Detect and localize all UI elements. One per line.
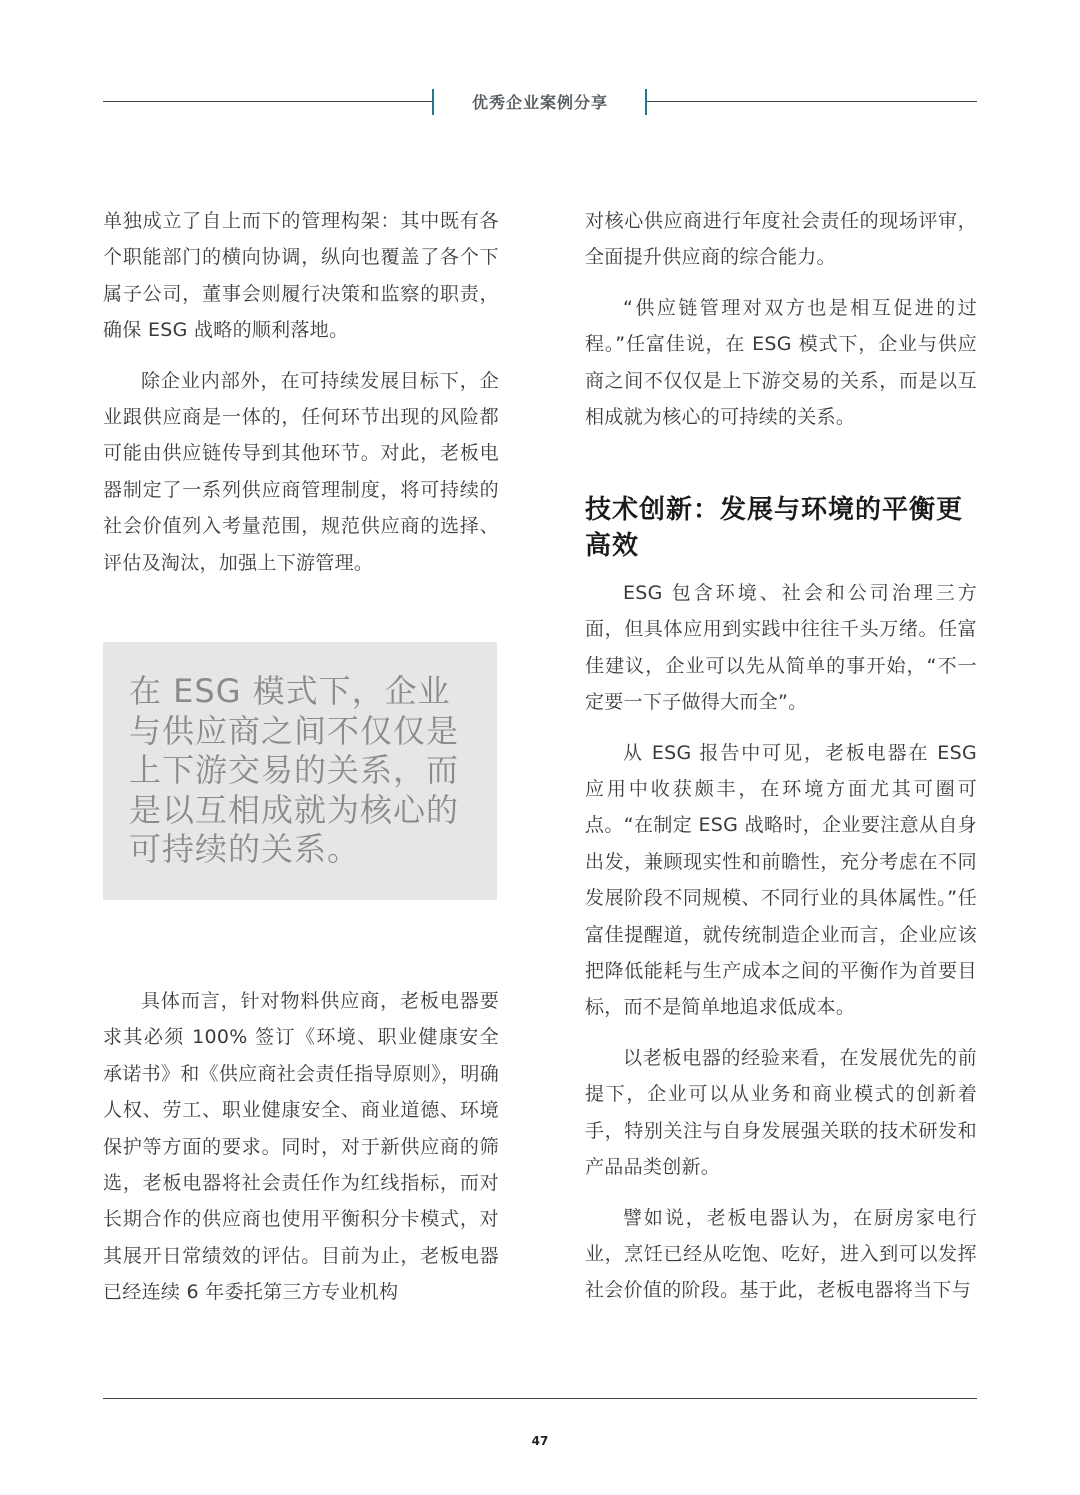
pull-quote-text: 在 ESG 模式下，企业与供应商之间不仅仅是上下游交易的关系，而是以互相成就为核心的可持续的关系。 xyxy=(129,672,460,868)
right-paragraph-1: 对核心供应商进行年度社会责任的现场评审，全面提升供应商的综合能力。 xyxy=(585,210,977,269)
header-tick-left xyxy=(432,89,434,115)
left-paragraph-1: 单独成立了自上而下的管理构架：其中既有各个职能部门的横向协调，纵向也覆盖了各个下属子公司，董事会则履行决策和监察的职责，确保 ESG 战略的顺利落地。 xyxy=(103,210,499,342)
left-paragraph-2: 除企业内部外，在可持续发展目标下，企业跟供应商是一体的，任何环节出现的风险都可能由供应链传导到其他环节。对此，老板电器制定了一系列供应商管理制度，将可持续的社会价值列入考量范围，规范供应商的选择、评估及淘汰，加强上下游管理。 xyxy=(103,369,499,574)
header-rule-right xyxy=(647,101,977,102)
header-rule-left xyxy=(103,101,433,102)
right-paragraph-2: “供应链管理对双方也是相互促进的过程。”任富佳说，在 ESG 模式下，企业与供应商之间不仅仅是上下游交易的关系，而是以互相成就为核心的可持续的关系。 xyxy=(585,296,977,429)
pull-quote-box xyxy=(103,642,497,900)
header-tick-right xyxy=(645,89,647,115)
right-paragraph-3: ESG 包含环境、社会和公司治理三方面，但具体应用到实践中往往千头万绪。任富佳建议，企业可以先从简单的事开始，“不一定要一下子做得大而全”。 xyxy=(585,582,977,714)
header-title: 优秀企业案例分享 xyxy=(471,93,608,112)
section-heading: 技术创新：发展与环境的平衡更高效 xyxy=(585,495,964,561)
right-column-bottom xyxy=(585,575,977,1309)
right-paragraph-6: 譬如说，老板电器认为，在厨房家电行业，烹饪已经从吃饱、吃好，进入到可以发挥社会价值的阶段。基于此，老板电器将当下与 xyxy=(585,1206,977,1302)
left-column-top xyxy=(103,203,499,581)
right-column-top xyxy=(585,203,977,435)
left-paragraph-3: 具体而言，针对物料供应商，老板电器要求其必须 100% 签订《环境、职业健康安全承诺书》和《供应商社会责任指导原则》，明确人权、劳工、职业健康安全、商业道德、环境保护等方面的要求。同时，对于新供应商的筛选，老板电器将社会责任作为红线指标，而对长期合作的供应商也使用平衡积分卡模式，对其展开日常绩效的评估。目前为止，老板电器已经连续 6 年委托第三方专业机构 xyxy=(103,990,499,1304)
right-paragraph-4: 从 ESG 报告中可见，老板电器在 ESG 应用中收获颇丰，在环境方面尤其可圈可点。“在制定 ESG 战略时，企业要注意从自身出发，兼顾现实性和前瞻性，充分考虑在不同发展阶段不同规模、不同行业的具体属性。”任富佳提醒道，就传统制造企业而言，企业应该把降低能耗与生产成本之间的平衡作为首要目标，而不是简单地追求低成本。 xyxy=(585,741,977,1019)
footer-rule xyxy=(103,1398,977,1399)
left-column-bottom xyxy=(103,983,499,1311)
right-paragraph-5: 以老板电器的经验来看，在发展优先的前提下，企业可以从业务和商业模式的创新着手，特别关注与自身发展强关联的技术研发和产品品类创新。 xyxy=(585,1046,977,1179)
page-number: 47 xyxy=(531,1434,549,1448)
